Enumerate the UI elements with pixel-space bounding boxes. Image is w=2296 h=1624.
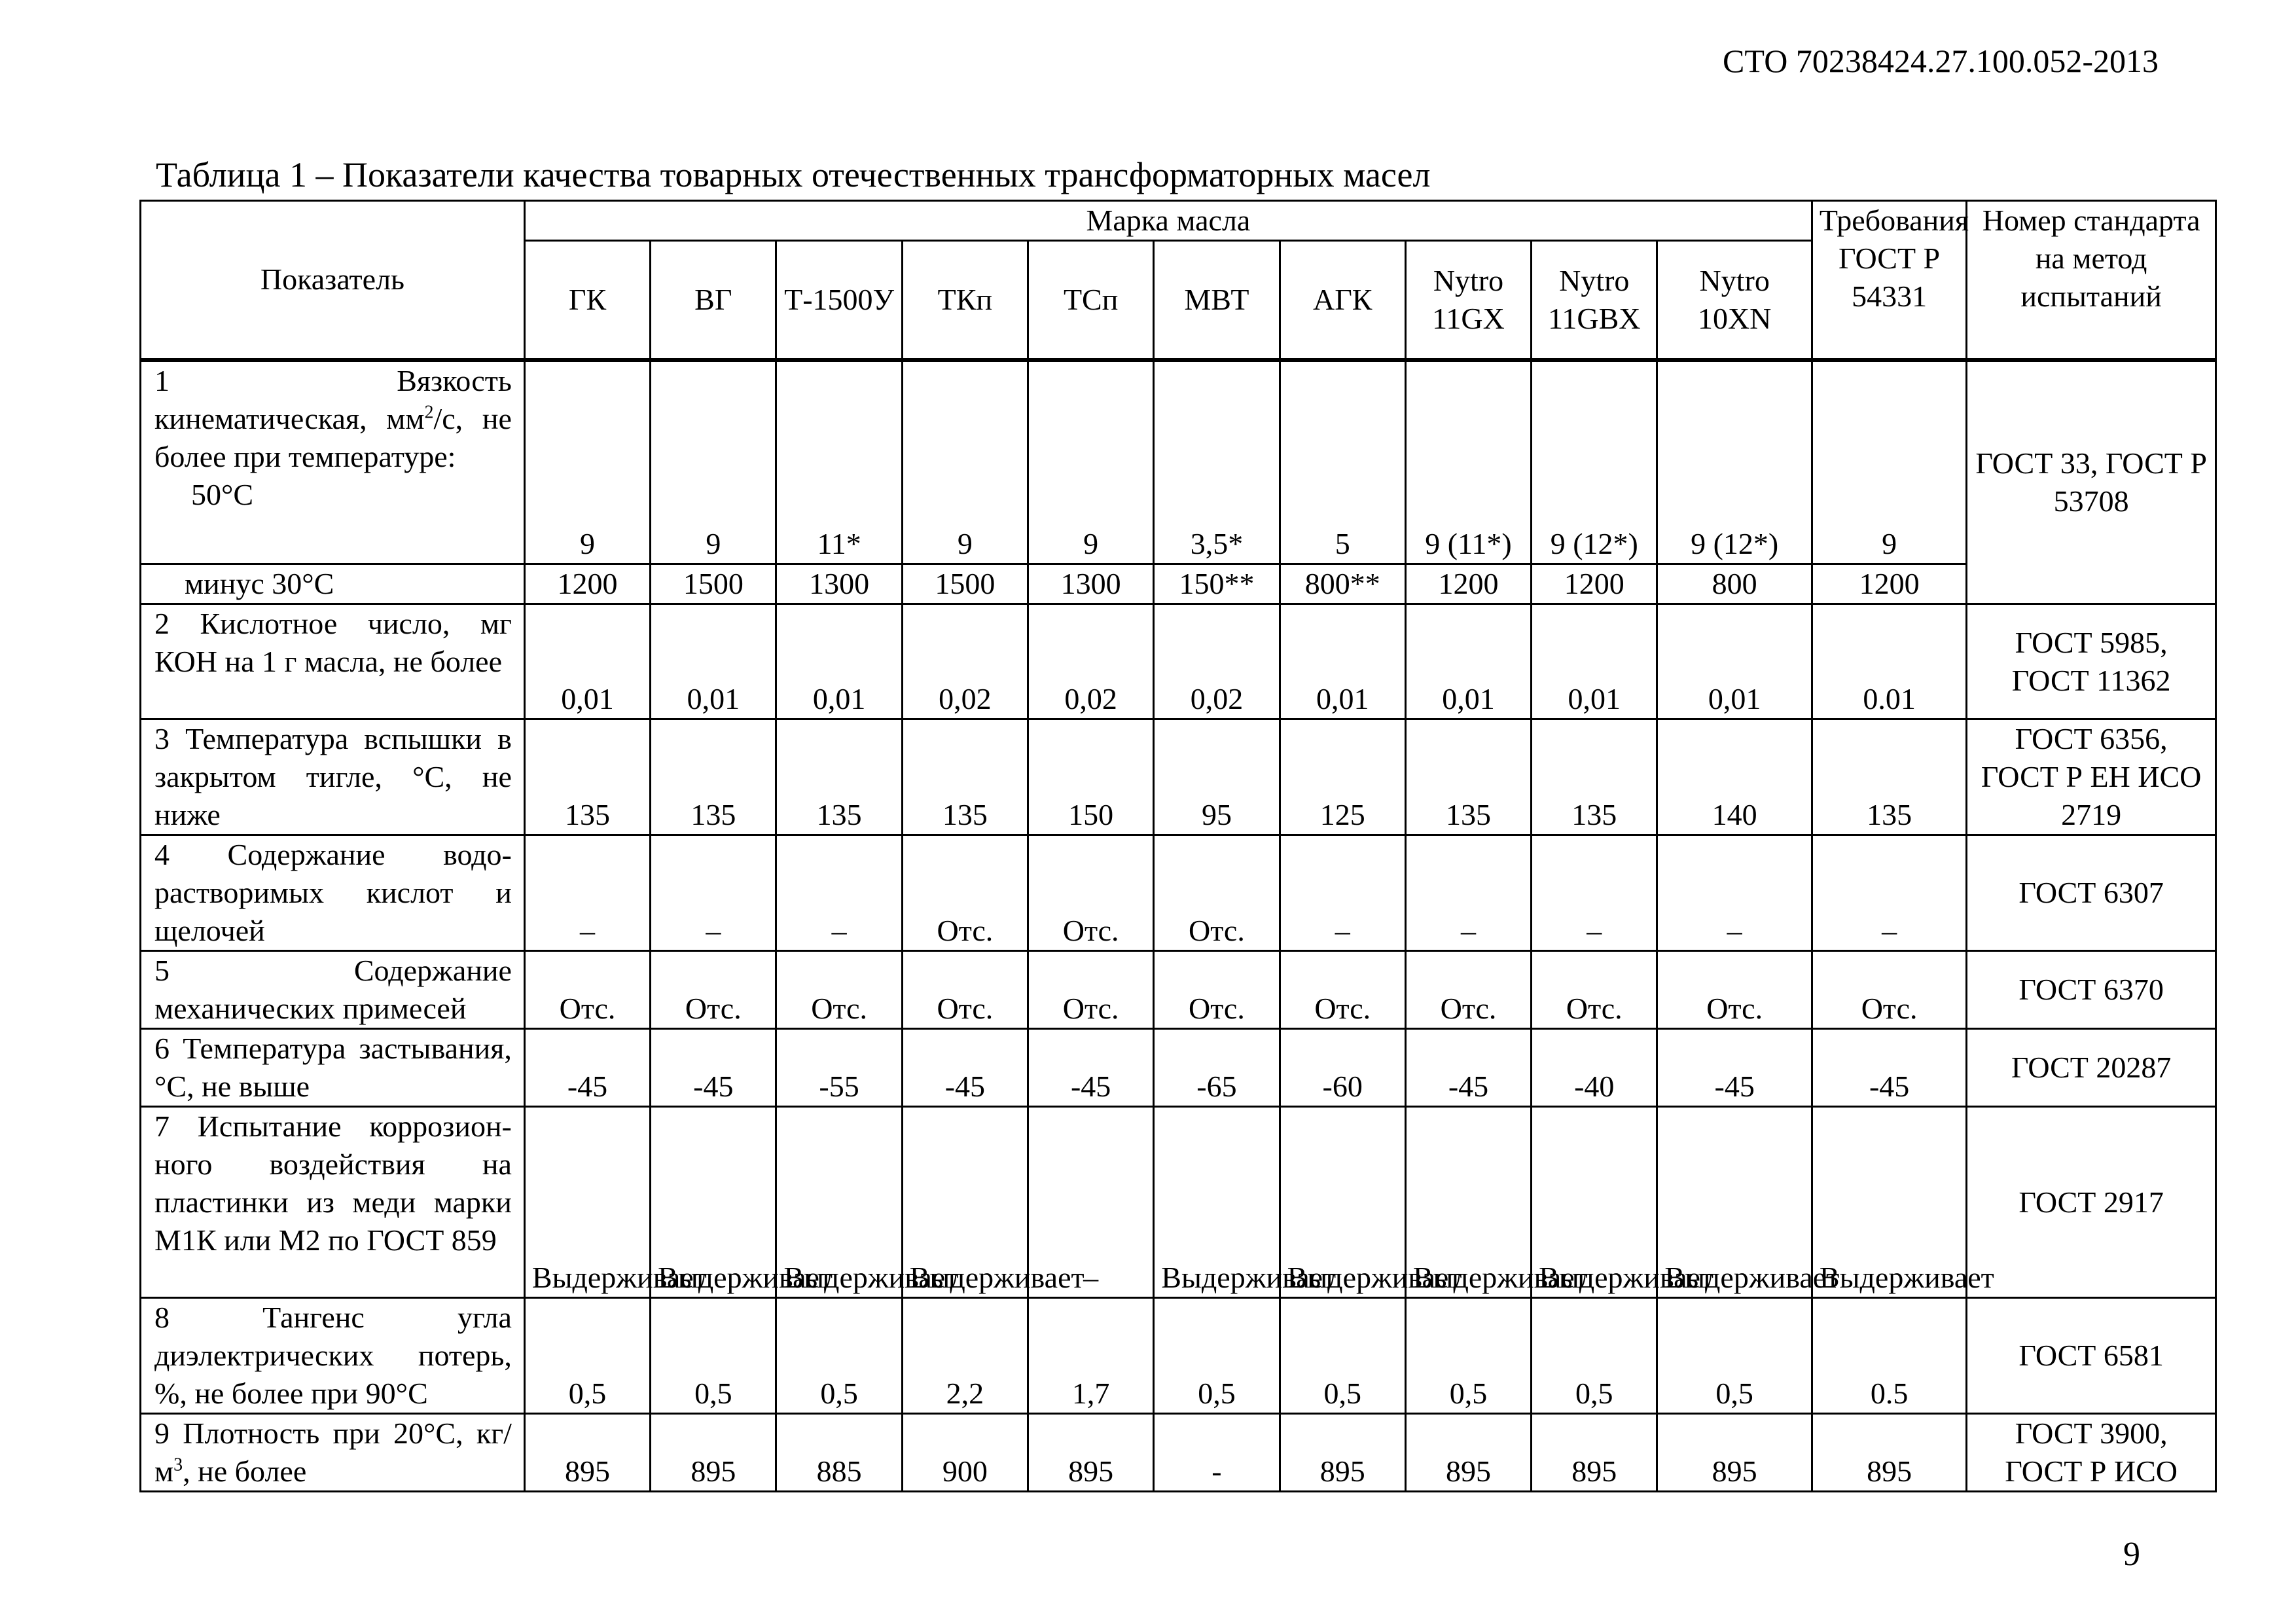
value-cell: 0,5 <box>524 1298 650 1414</box>
value-cell: 9 <box>902 360 1028 564</box>
value-cell: 135 <box>1532 719 1657 835</box>
indicator-cell: 9 Плотность при 20°С, $кг/м^3$, не более <box>141 1414 525 1492</box>
value-cell: – <box>776 835 902 951</box>
value-cell: 135 <box>524 719 650 835</box>
value-cell: – <box>1532 835 1657 951</box>
method-cell: ГОСТ 6307 <box>1967 835 2216 951</box>
value-cell: – <box>524 835 650 951</box>
value-cell: 1500 <box>651 564 776 604</box>
value-cell: -45 <box>1657 1029 1812 1107</box>
value-cell: Выдерживает <box>1657 1107 1812 1298</box>
page-number: 9 <box>2123 1536 2140 1573</box>
document-code: СТО 70238424.27.100.052-2013 <box>1723 43 2159 79</box>
value-cell: 1,7 <box>1028 1298 1154 1414</box>
indicator-cell: 8 Тангенс угла диэлектрических потерь, %, не более при 90°С <box>141 1298 525 1414</box>
value-cell: -45 <box>1405 1029 1531 1107</box>
brand-header: ТСп <box>1028 241 1154 360</box>
value-cell: Выдерживает <box>902 1107 1028 1298</box>
brand-header: Nytro 10XN <box>1657 241 1812 360</box>
method-cell: ГОСТ 2917 <box>1967 1107 2216 1298</box>
unit-superscript: 2 <box>424 402 434 423</box>
value-cell: 9 <box>651 360 776 564</box>
value-cell: Выдерживает <box>1532 1107 1657 1298</box>
value-cell: 0,02 <box>1028 604 1154 719</box>
method-cell: ГОСТ 33, ГОСТ Р 53708 <box>1967 360 2216 604</box>
brand-header: ТКп <box>902 241 1028 360</box>
requirement-header: Требования ГОСТ Р 54331 <box>1812 201 1966 360</box>
value-cell: Отс. <box>1028 951 1154 1029</box>
method-cell: ГОСТ 6356, ГОСТ Р ЕН ИСО 2719 <box>1967 719 2216 835</box>
value-cell: 0,01 <box>651 604 776 719</box>
value-cell: 0,5 <box>1280 1298 1405 1414</box>
value-cell: Отс. <box>1657 951 1812 1029</box>
value-cell: 0,01 <box>1657 604 1812 719</box>
value-cell: – <box>651 835 776 951</box>
value-cell: 800 <box>1657 564 1812 604</box>
value-cell: 95 <box>1154 719 1280 835</box>
value-cell: 9 <box>1028 360 1154 564</box>
header-row-1 <box>141 201 2216 241</box>
quality-table <box>139 200 2217 1492</box>
brand-header: Nytro 11GBX <box>1532 241 1657 360</box>
value-cell: – <box>1405 835 1531 951</box>
value-cell: 0,01 <box>1405 604 1531 719</box>
method-cell: ГОСТ 3900, ГОСТ Р ИСО <box>1967 1414 2216 1492</box>
value-cell: 900 <box>902 1414 1028 1492</box>
value-cell: 135 <box>651 719 776 835</box>
value-cell: 135 <box>776 719 902 835</box>
table-row <box>141 1107 2216 1298</box>
value-cell: Отс. <box>902 835 1028 951</box>
value-cell: -60 <box>1280 1029 1405 1107</box>
value-cell: 1200 <box>524 564 650 604</box>
table-caption: Таблица 1 – Показатели качества товарных отечественных трансформаторных масел <box>156 155 1431 194</box>
value-cell: 895 <box>1532 1414 1657 1492</box>
value-cell: Отс. <box>1280 951 1405 1029</box>
brand-header: АГК <box>1280 241 1405 360</box>
value-cell: Отс. <box>1154 835 1280 951</box>
value-cell: 9 (12*) <box>1532 360 1657 564</box>
value-cell: 135 <box>1405 719 1531 835</box>
value-cell: Отс. <box>1154 951 1280 1029</box>
method-cell: ГОСТ 6581 <box>1967 1298 2216 1414</box>
value-cell: 9 (11*) <box>1405 360 1531 564</box>
value-cell: 1300 <box>776 564 902 604</box>
value-cell: Отс. <box>524 951 650 1029</box>
value-cell: 895 <box>1405 1414 1531 1492</box>
value-cell: Отс. <box>902 951 1028 1029</box>
indicator-cell: 5 Содержание механических примесей <box>141 951 525 1029</box>
value-cell: Выдерживает <box>1154 1107 1280 1298</box>
value-cell: 9 <box>1812 360 1966 564</box>
value-cell: -45 <box>651 1029 776 1107</box>
table-row <box>141 1029 2216 1107</box>
indicator-cell <box>141 564 525 604</box>
value-cell: – <box>1812 835 1966 951</box>
value-cell: 0,5 <box>651 1298 776 1414</box>
value-cell: 1200 <box>1532 564 1657 604</box>
value-cell: 135 <box>1812 719 1966 835</box>
indicator-cell: 6 Температура застывания, °С, не выше <box>141 1029 525 1107</box>
value-cell: – <box>1280 835 1405 951</box>
value-cell: 0,5 <box>1657 1298 1812 1414</box>
value-cell: 0,01 <box>524 604 650 719</box>
value-cell: -45 <box>1812 1029 1966 1107</box>
value-cell: 800** <box>1280 564 1405 604</box>
value-cell: 1200 <box>1812 564 1966 604</box>
value-cell: 0.5 <box>1812 1298 1966 1414</box>
value-cell: Выдерживает <box>776 1107 902 1298</box>
value-cell: 150 <box>1028 719 1154 835</box>
value-cell: -45 <box>1028 1029 1154 1107</box>
table-body <box>141 360 2216 1492</box>
value-cell: -45 <box>524 1029 650 1107</box>
value-cell: 0,5 <box>1532 1298 1657 1414</box>
value-cell: Выдерживает <box>1405 1107 1531 1298</box>
value-cell: -55 <box>776 1029 902 1107</box>
value-cell: 3,5* <box>1154 360 1280 564</box>
value-cell: Отс. <box>1812 951 1966 1029</box>
indicator-sub-label: 50°С <box>191 477 254 511</box>
table-row <box>141 360 2216 564</box>
table-row <box>141 835 2216 951</box>
method-cell: ГОСТ 6370 <box>1967 951 2216 1029</box>
value-cell: 0,02 <box>1154 604 1280 719</box>
value-cell: Выдерживает <box>1812 1107 1966 1298</box>
value-cell: 1300 <box>1028 564 1154 604</box>
value-cell: Отс. <box>1532 951 1657 1029</box>
value-cell: 150** <box>1154 564 1280 604</box>
value-cell: 895 <box>1280 1414 1405 1492</box>
table-row <box>141 604 2216 719</box>
value-cell: - <box>1154 1414 1280 1492</box>
value-cell: 0,01 <box>776 604 902 719</box>
value-cell: Выдерживает <box>651 1107 776 1298</box>
method-cell: ГОСТ 5985, ГОСТ 11362 <box>1967 604 2216 719</box>
value-cell: 135 <box>902 719 1028 835</box>
brand-header: Nytro 11GX <box>1405 241 1531 360</box>
value-cell: 0,01 <box>1280 604 1405 719</box>
value-cell: -40 <box>1532 1029 1657 1107</box>
value-cell: 140 <box>1657 719 1812 835</box>
value-cell: Отс. <box>651 951 776 1029</box>
value-cell: 9 <box>524 360 650 564</box>
value-cell: 5 <box>1280 360 1405 564</box>
value-cell: 1500 <box>902 564 1028 604</box>
indicator-cell: 4 Содержание водо-растворимых кислот и щелочей <box>141 835 525 951</box>
value-cell: 125 <box>1280 719 1405 835</box>
brand-header: МВТ <box>1154 241 1280 360</box>
unit-superscript: 3 <box>173 1454 183 1475</box>
value-cell: – <box>1657 835 1812 951</box>
value-cell: 895 <box>651 1414 776 1492</box>
indicator-header: Показатель <box>141 201 525 360</box>
indicator-cell: 1 Вязкость кинематическая, $мм^2/с$, не более при температуре: 50°С <box>141 360 525 564</box>
table-row <box>141 564 2216 604</box>
brand-header: ГК <box>524 241 650 360</box>
table-row <box>141 719 2216 835</box>
value-cell: Отс. <box>1405 951 1531 1029</box>
value-cell: – <box>1028 1107 1154 1298</box>
value-cell: 0,5 <box>1154 1298 1280 1414</box>
indicator-cell: 3 Температура вспышки в закрытом тигле, °С, не ниже <box>141 719 525 835</box>
value-cell: 11* <box>776 360 902 564</box>
table-row <box>141 1414 2216 1492</box>
value-cell: Выдерживает <box>1280 1107 1405 1298</box>
value-cell: 0,5 <box>776 1298 902 1414</box>
brand-header: Т-1500У <box>776 241 902 360</box>
value-cell: 895 <box>524 1414 650 1492</box>
value-cell: 0,02 <box>902 604 1028 719</box>
value-cell: 9 (12*) <box>1657 360 1812 564</box>
value-cell: 0,5 <box>1405 1298 1531 1414</box>
method-header: Номер стандарта на метод испытаний <box>1967 201 2216 360</box>
value-cell: -45 <box>902 1029 1028 1107</box>
value-cell: 895 <box>1657 1414 1812 1492</box>
value-cell: 2,2 <box>902 1298 1028 1414</box>
method-cell: ГОСТ 20287 <box>1967 1029 2216 1107</box>
brand-group-header: Марка масла <box>524 201 1812 241</box>
table-row <box>141 1298 2216 1414</box>
value-cell: 1200 <box>1405 564 1531 604</box>
value-cell: -65 <box>1154 1029 1280 1107</box>
brand-header: ВГ <box>651 241 776 360</box>
value-cell: 885 <box>776 1414 902 1492</box>
value-cell: 0,01 <box>1532 604 1657 719</box>
value-cell: Отс. <box>776 951 902 1029</box>
value-cell: Отс. <box>1028 835 1154 951</box>
indicator-cell: 7 Испытание коррозион-ного воздействия на пластинки из меди марки М1К или М2 по ГОСТ 859 <box>141 1107 525 1298</box>
value-cell: Выдерживает <box>524 1107 650 1298</box>
indicator-sub-label: минус 30°С <box>185 567 334 600</box>
table-row <box>141 951 2216 1029</box>
value-cell: 0.01 <box>1812 604 1966 719</box>
indicator-cell: 2 Кислотное число, мг КОН на 1 г масла, не более <box>141 604 525 719</box>
value-cell: 895 <box>1812 1414 1966 1492</box>
value-cell: 895 <box>1028 1414 1154 1492</box>
